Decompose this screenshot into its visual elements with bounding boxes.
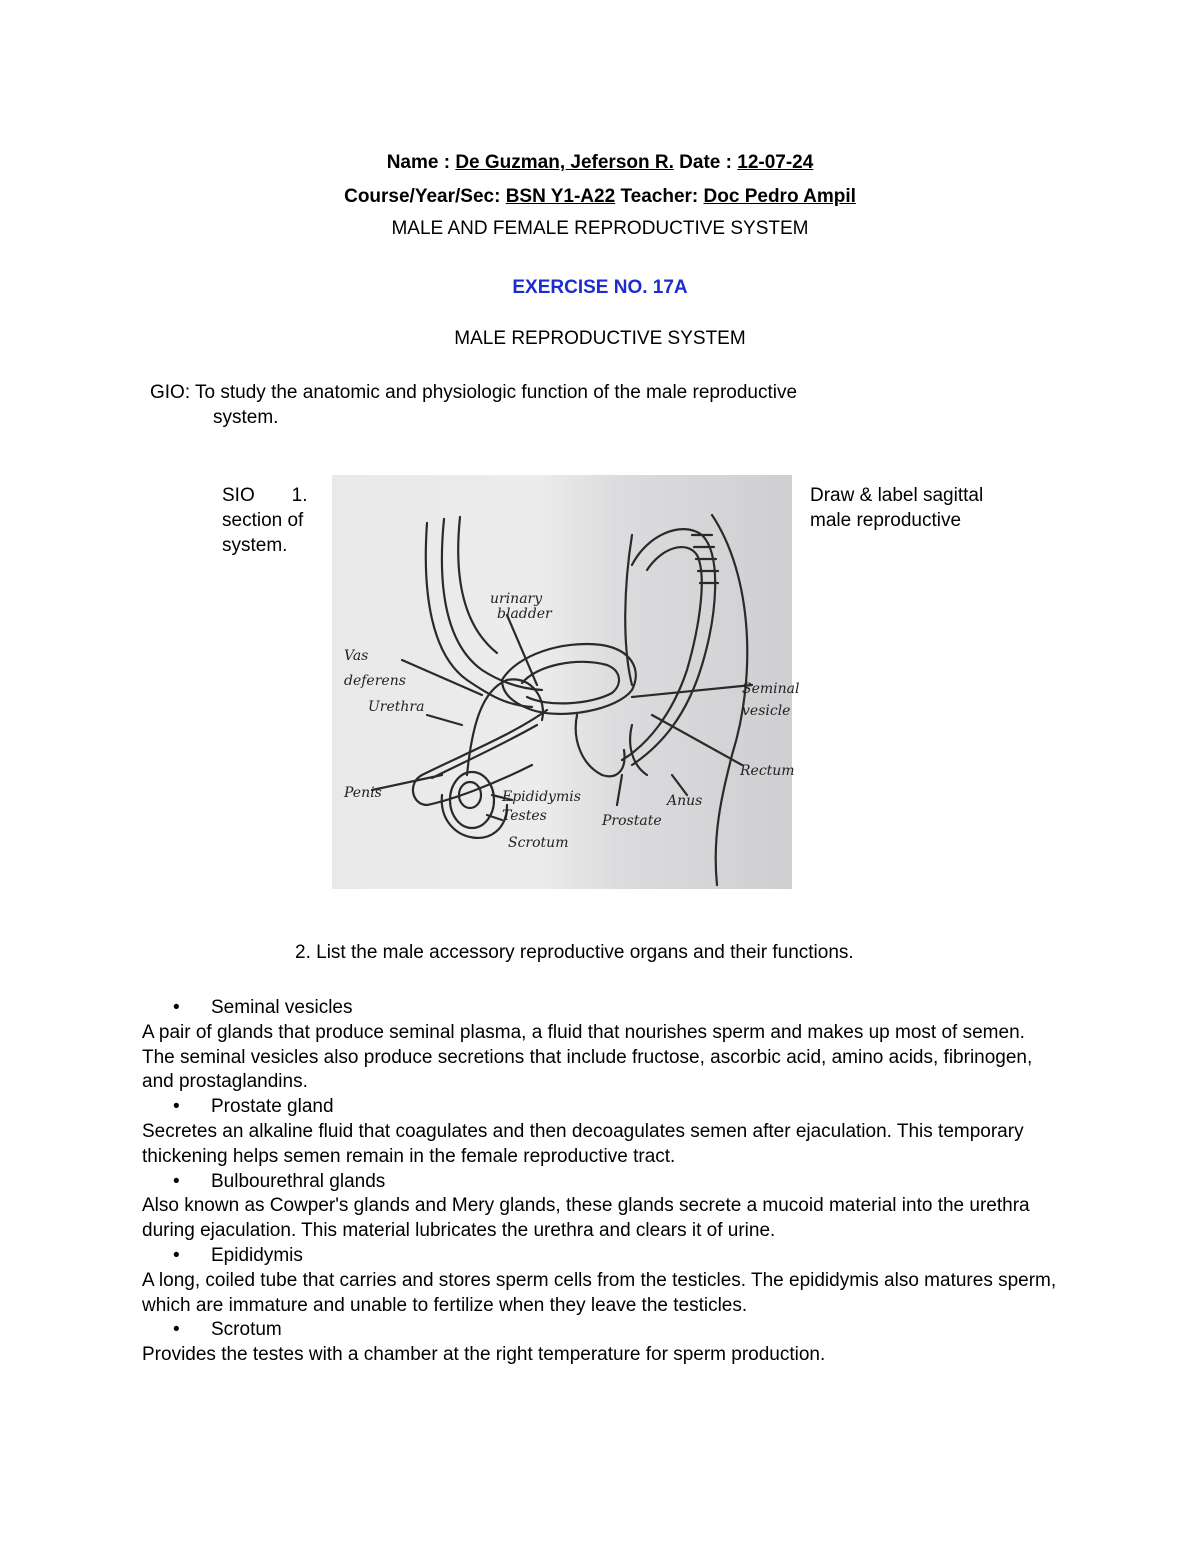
- sio-left-line: SIO 1.: [222, 485, 308, 506]
- organ-heading: [142, 1244, 1062, 1269]
- label-rectum: Rectum: [740, 763, 795, 779]
- label-vesicle: vesicle: [742, 703, 791, 719]
- scrotum-outline: [442, 795, 507, 838]
- rectum-line: [632, 529, 715, 765]
- label-vas: Vas: [344, 648, 369, 664]
- student-name: De Guzman, Jeferson R.: [455, 152, 674, 173]
- course-label: Course/Year/Sec:: [344, 186, 506, 207]
- label-seminal: Seminal: [742, 681, 800, 697]
- label-penis: Penis: [344, 785, 382, 801]
- label-epididymis: Epididymis: [502, 789, 581, 805]
- name-label: Name :: [386, 152, 456, 173]
- leader-line: [632, 685, 752, 697]
- organ-name: Bulbourethral glands: [211, 1170, 386, 1192]
- leader-line: [672, 775, 687, 795]
- drawing-svg: [332, 475, 800, 889]
- organ-description: A long, coiled tube that carries and stores sperm cells from the testicles. The epididymis also matures sperm, which are immature and unable to fertilize when they leave the testicles.: [142, 1269, 1057, 1316]
- label-deferens: deferens: [344, 673, 406, 689]
- prostate-outline: [576, 715, 625, 776]
- course-info-line: [0, 186, 1200, 208]
- leader-line: [652, 715, 742, 765]
- teacher-label: Teacher:: [615, 186, 704, 207]
- label-scrotum: Scrotum: [508, 835, 569, 851]
- rectum-line: [625, 535, 632, 685]
- organ-name: Scrotum: [211, 1319, 282, 1341]
- label-urethra: Urethra: [368, 699, 425, 715]
- bullet-icon: •: [173, 997, 180, 1018]
- bullet-icon: •: [173, 1170, 180, 1192]
- leader-line: [402, 660, 482, 695]
- sio-left-line: system.: [222, 535, 288, 556]
- sio-left-text: [222, 483, 332, 558]
- exercise-title: MALE REPRODUCTIVE SYSTEM: [454, 328, 746, 349]
- organ-item: [142, 1318, 1062, 1368]
- bullet-icon: •: [173, 1319, 180, 1341]
- organ-item: [142, 1244, 1062, 1318]
- organ-heading: [142, 1170, 1062, 1195]
- sio-right-line: Draw & label sagittal: [810, 485, 984, 506]
- organ-heading: [142, 1318, 1062, 1343]
- sio-right-line: male reproductive: [810, 510, 962, 531]
- student-info-line: [0, 152, 1200, 174]
- organ-item: [142, 996, 1062, 1095]
- organ-description: A pair of glands that produce seminal plasma, a fluid that nourishes sperm and makes up most of semen. The seminal vesicles also produce secretions that include fructose, ascorbic acid, amino acids, fibrinogen, and prostaglandins.: [142, 1021, 1033, 1093]
- organ-name: Seminal vesicles: [211, 997, 353, 1018]
- sio-right-text: [810, 483, 1050, 533]
- organ-description: Provides the testes with a chamber at the right temperature for sperm production.: [142, 1344, 826, 1366]
- leader-line: [617, 775, 622, 805]
- organ-heading: [142, 1095, 1062, 1120]
- course-value: BSN Y1-A22: [505, 186, 616, 207]
- gio-paragraph: [150, 380, 910, 430]
- gio-line-2: system.: [213, 407, 279, 428]
- rectum-line: [622, 547, 702, 760]
- organ-description: Secretes an alkaline fluid that coagulates and then decoagulates semen after ejaculation. This temporary thickening helps semen remain in the female reproductive tract.: [142, 1120, 1024, 1167]
- sagittal-section-drawing: [332, 475, 800, 889]
- organ-heading: [142, 996, 1062, 1021]
- label-bladder: bladder: [497, 606, 552, 622]
- sio-left-line: section of: [222, 510, 304, 531]
- bullet-icon: •: [173, 1244, 180, 1266]
- organ-description: Also known as Cowper's glands and Mery glands, these glands secrete a mucoid material into the urethra during ejaculation. This material lubricates the urethra and clears it of urine.: [142, 1195, 1030, 1242]
- question-2: 2. List the male accessory reproductive organs and their functions.: [295, 942, 854, 963]
- leader-line: [507, 615, 537, 685]
- organ-name: Prostate gland: [211, 1096, 334, 1118]
- date-label: Date :: [673, 152, 738, 173]
- prostate-outline: [630, 725, 647, 775]
- gio-line-1: GIO: To study the anatomic and physiologic function of the male reproductive: [150, 382, 798, 403]
- leader-line: [372, 775, 442, 790]
- bullet-icon: •: [173, 1096, 180, 1118]
- abdominal-wall-line: [458, 517, 497, 653]
- teacher-value: Doc Pedro Ampil: [703, 186, 856, 207]
- label-testes: Testes: [502, 808, 547, 824]
- leader-line: [427, 715, 462, 725]
- label-anus: Anus: [667, 793, 703, 809]
- organ-list: [142, 996, 1062, 1368]
- testes-outline: [450, 772, 494, 828]
- exercise-number: EXERCISE NO. 17A: [512, 277, 688, 298]
- label-urinary: urinary: [490, 591, 543, 607]
- date-value: 12-07-24: [737, 152, 814, 173]
- organ-name: Epididymis: [211, 1244, 303, 1266]
- organ-item: [142, 1170, 1062, 1244]
- label-prostate: Prostate: [602, 813, 662, 829]
- organ-item: [142, 1095, 1062, 1169]
- document-title: MALE AND FEMALE REPRODUCTIVE SYSTEM: [391, 218, 809, 239]
